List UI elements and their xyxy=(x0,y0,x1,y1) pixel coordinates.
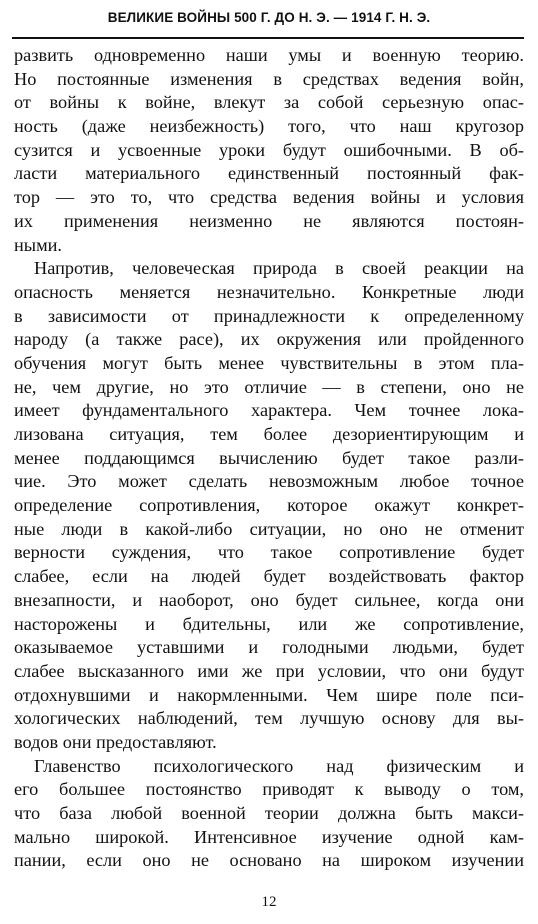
text-line: развить одновременно наши умы и военную теорию. xyxy=(14,45,524,65)
text-line: насторожены и бдительны, или же сопротивление, xyxy=(14,613,524,634)
text-line: слабее высказанного ими же при условии, что они будут xyxy=(14,660,524,681)
paragraph-2 xyxy=(14,257,524,754)
paragraph-3 xyxy=(14,755,524,873)
body-text xyxy=(14,44,524,873)
text-line: сузится и усвоенные уроки будут ошибочными. В об- xyxy=(14,139,524,160)
text-line: верности суждения, что такое сопротивление будет xyxy=(14,542,524,563)
text-line: народу (а также расе), их окружения или пройденного xyxy=(14,329,524,350)
text-line: ласти материального единственный постоянный фак- xyxy=(14,163,524,184)
text-line: обучения могут быть менее чувствительны в этом пла- xyxy=(14,352,524,373)
text-line: пании, если оно не основано на широком изучении xyxy=(14,850,524,871)
text-line: имеет фундаментального характера. Чем точнее лока- xyxy=(14,400,524,421)
header-rule xyxy=(12,37,524,39)
text-line: ные люди в какой-либо ситуации, но оно не отменит xyxy=(14,518,524,539)
text-line: Но постоянные изменения в средствах ведения войн, xyxy=(14,68,524,89)
text-line: определение сопротивления, которое окажут конкрет- xyxy=(14,495,524,516)
text-line: в зависимости от принадлежности к определенному xyxy=(14,305,524,326)
text-line: отдохнувшими и накормленными. Чем шире поле пси- xyxy=(14,684,524,705)
running-header: ВЕЛИКИЕ ВОЙНЫ 500 Г. ДО Н. Э. — 1914 Г. Н. Э. xyxy=(107,10,431,25)
text-line: хологических наблюдений, тем лучшую основу для вы- xyxy=(14,708,524,729)
text-line: его большее постоянство приводят к выводу о том, xyxy=(14,779,524,800)
text-line: внезапности, и наоборот, оно будет сильнее, когда они xyxy=(14,589,524,610)
text-line: лизована ситуация, тем более дезориентирующим и xyxy=(14,424,524,444)
text-line: слабее, если на людей будет воздействовать фактор xyxy=(14,566,524,587)
paragraph-1 xyxy=(14,44,524,257)
text-line: чие. Это может сделать невозможным любое точное xyxy=(14,471,524,492)
text-line: оказываемое уставшими и голодными людьми, будет xyxy=(14,637,524,658)
text-line: Главенство психологического над физическим и xyxy=(34,755,524,776)
text-line: Напротив, человеческая природа в своей реакции на xyxy=(34,258,524,279)
text-line: менее поддающимся вычислению будет такое разли- xyxy=(14,447,524,468)
text-line: не, чем другие, но это отличие — в степени, оно не xyxy=(14,376,524,397)
page-number: 12 xyxy=(261,894,277,910)
text-line: ными. xyxy=(14,234,62,255)
text-line: ность (даже неизбежность) того, что наш кругозор xyxy=(14,116,524,137)
text-line: опасность меняется незначительно. Конкретные люди xyxy=(14,281,524,302)
text-line: водов они предоставляют. xyxy=(14,731,217,752)
text-line: их применения неизменно не являются постоян- xyxy=(14,210,524,231)
text-line: от войны к войне, влекут за собой серьезную опас- xyxy=(14,92,524,113)
text-line: тор — это то, что средства ведения войны и условия xyxy=(14,187,524,208)
text-line: что база любой военной теории должна быть макси- xyxy=(14,803,524,823)
text-line: мально широкой. Интенсивное изучение одной кам- xyxy=(14,826,524,847)
